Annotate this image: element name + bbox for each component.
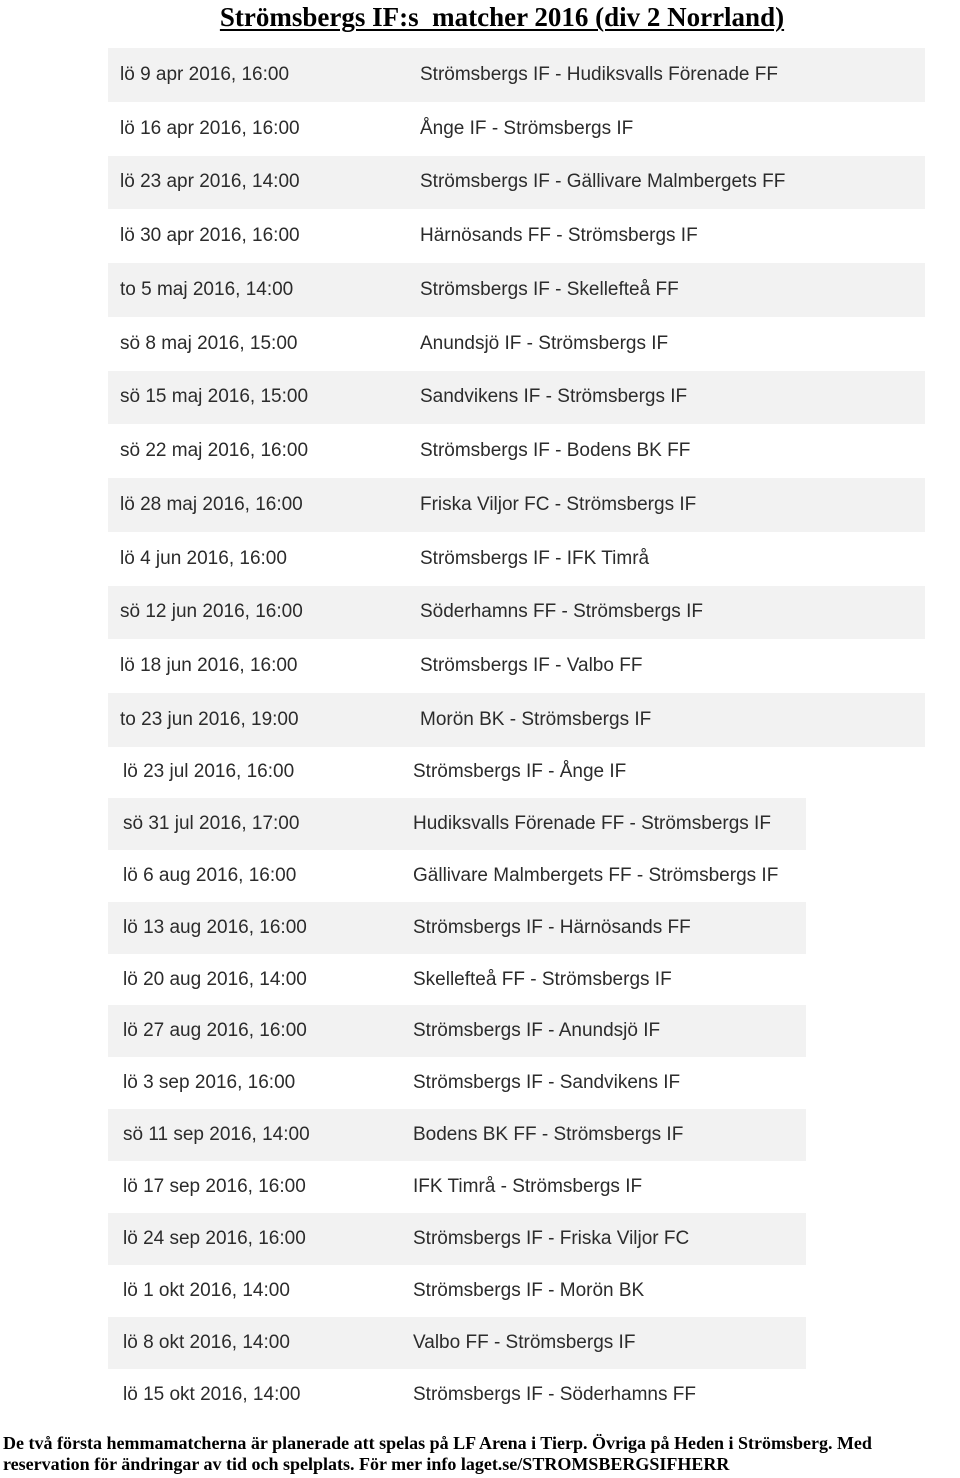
match-teams: Strömsbergs IF - Söderhamns FF [413, 1383, 696, 1405]
match-row [108, 850, 806, 902]
schedule-table-spring [108, 48, 925, 747]
footer-note [3, 1433, 960, 1475]
match-date: lö 24 sep 2016, 16:00 [123, 1227, 306, 1249]
match-teams: Skellefteå FF - Strömsbergs IF [413, 968, 672, 990]
match-date: lö 30 apr 2016, 16:00 [120, 225, 300, 247]
match-teams: Strömsbergs IF - Morön BK [413, 1279, 645, 1301]
match-teams: Ånge IF - Strömsbergs IF [420, 117, 634, 139]
match-teams: Strömsbergs IF - Ånge IF [413, 760, 627, 782]
match-row [108, 424, 925, 478]
match-teams: Strömsbergs IF - Anundsjö IF [413, 1020, 661, 1042]
match-row [108, 1317, 806, 1369]
match-row [108, 1161, 806, 1213]
match-row [108, 156, 925, 210]
match-row [108, 1109, 806, 1161]
match-date: lö 23 jul 2016, 16:00 [123, 760, 295, 782]
match-teams: IFK Timrå - Strömsbergs IF [413, 1176, 643, 1198]
match-date: lö 16 apr 2016, 16:00 [120, 117, 300, 139]
match-date: lö 20 aug 2016, 14:00 [123, 968, 307, 990]
match-date: lö 23 apr 2016, 14:00 [120, 171, 300, 193]
match-date: lö 28 maj 2016, 16:00 [120, 493, 303, 515]
match-row [108, 902, 806, 954]
match-teams: Friska Viljor FC - Strömsbergs IF [420, 493, 697, 515]
match-row [108, 371, 925, 425]
match-date: lö 18 jun 2016, 16:00 [120, 655, 298, 677]
match-teams: Söderhamns FF - Strömsbergs IF [420, 601, 703, 623]
match-row [108, 48, 925, 102]
match-date: sö 11 sep 2016, 14:00 [123, 1124, 310, 1146]
match-row [108, 1265, 806, 1317]
match-date: lö 3 sep 2016, 16:00 [123, 1072, 296, 1094]
page-title: Strömsbergs IF:s matcher 2016 (div 2 Norrland) [219, 2, 785, 32]
schedule-table-autumn [108, 746, 806, 1421]
match-date: sö 15 maj 2016, 15:00 [120, 386, 309, 408]
match-row [108, 639, 925, 693]
match-row [108, 102, 925, 156]
match-teams: Strömsbergs IF - Härnösands FF [413, 916, 691, 938]
match-date: sö 12 jun 2016, 16:00 [120, 601, 303, 623]
match-row [108, 209, 925, 263]
match-row [108, 317, 925, 371]
match-row [108, 1005, 806, 1057]
match-row [108, 1213, 806, 1265]
match-row [108, 954, 806, 1006]
match-teams: Strömsbergs IF - Gällivare Malmbergets FF [420, 171, 786, 193]
footer-line: reservation för ändringar av tid och spelplats. För mer info laget.se/STROMSBERGSIFHERR [3, 1454, 730, 1474]
match-row [108, 693, 925, 747]
match-date: lö 15 okt 2016, 14:00 [123, 1383, 301, 1405]
match-teams: Strömsbergs IF - Hudiksvalls Förenade FF [420, 63, 778, 85]
match-teams: Strömsbergs IF - Sandvikens IF [413, 1072, 681, 1094]
match-date: to 23 jun 2016, 19:00 [120, 708, 299, 730]
match-teams: Strömsbergs IF - Valbo FF [420, 655, 643, 677]
match-row [108, 478, 925, 532]
match-teams: Hudiksvalls Förenade FF - Strömsbergs IF [413, 812, 771, 834]
match-date: lö 8 okt 2016, 14:00 [123, 1331, 290, 1353]
match-date: sö 22 maj 2016, 16:00 [120, 440, 309, 462]
match-date: sö 8 maj 2016, 15:00 [120, 332, 298, 354]
match-row [108, 746, 806, 798]
match-date: lö 4 jun 2016, 16:00 [120, 547, 287, 569]
match-row [108, 263, 925, 317]
match-teams: Sandvikens IF - Strömsbergs IF [420, 386, 688, 408]
match-row [108, 1369, 806, 1421]
match-teams: Morön BK - Strömsbergs IF [420, 708, 652, 730]
match-teams: Gällivare Malmbergets FF - Strömsbergs IF [413, 864, 779, 886]
match-date: sö 31 jul 2016, 17:00 [123, 812, 300, 834]
match-teams: Strömsbergs IF - Skellefteå FF [420, 278, 679, 300]
match-date: lö 13 aug 2016, 16:00 [123, 916, 307, 938]
match-teams: Anundsjö IF - Strömsbergs IF [420, 332, 669, 354]
match-date: lö 27 aug 2016, 16:00 [123, 1020, 307, 1042]
match-teams: Strömsbergs IF - Friska Viljor FC [413, 1227, 690, 1249]
match-row [108, 586, 925, 640]
match-teams: Valbo FF - Strömsbergs IF [413, 1331, 636, 1353]
match-date: lö 17 sep 2016, 16:00 [123, 1176, 306, 1198]
match-row [108, 798, 806, 850]
match-teams: Strömsbergs IF - IFK Timrå [420, 547, 650, 569]
match-teams: Härnösands FF - Strömsbergs IF [420, 225, 698, 247]
match-date: lö 6 aug 2016, 16:00 [123, 864, 297, 886]
match-date: lö 1 okt 2016, 14:00 [123, 1279, 290, 1301]
match-date: to 5 maj 2016, 14:00 [120, 278, 294, 300]
match-teams: Bodens BK FF - Strömsbergs IF [413, 1124, 684, 1146]
match-row [108, 1057, 806, 1109]
match-teams: Strömsbergs IF - Bodens BK FF [420, 440, 691, 462]
match-date: lö 9 apr 2016, 16:00 [120, 63, 290, 85]
match-row [108, 532, 925, 586]
footer-line: De två första hemmamatcherna är planerade att spelas på LF Arena i Tierp. Övriga på Heden i Strömsberg. Med [3, 1433, 872, 1453]
